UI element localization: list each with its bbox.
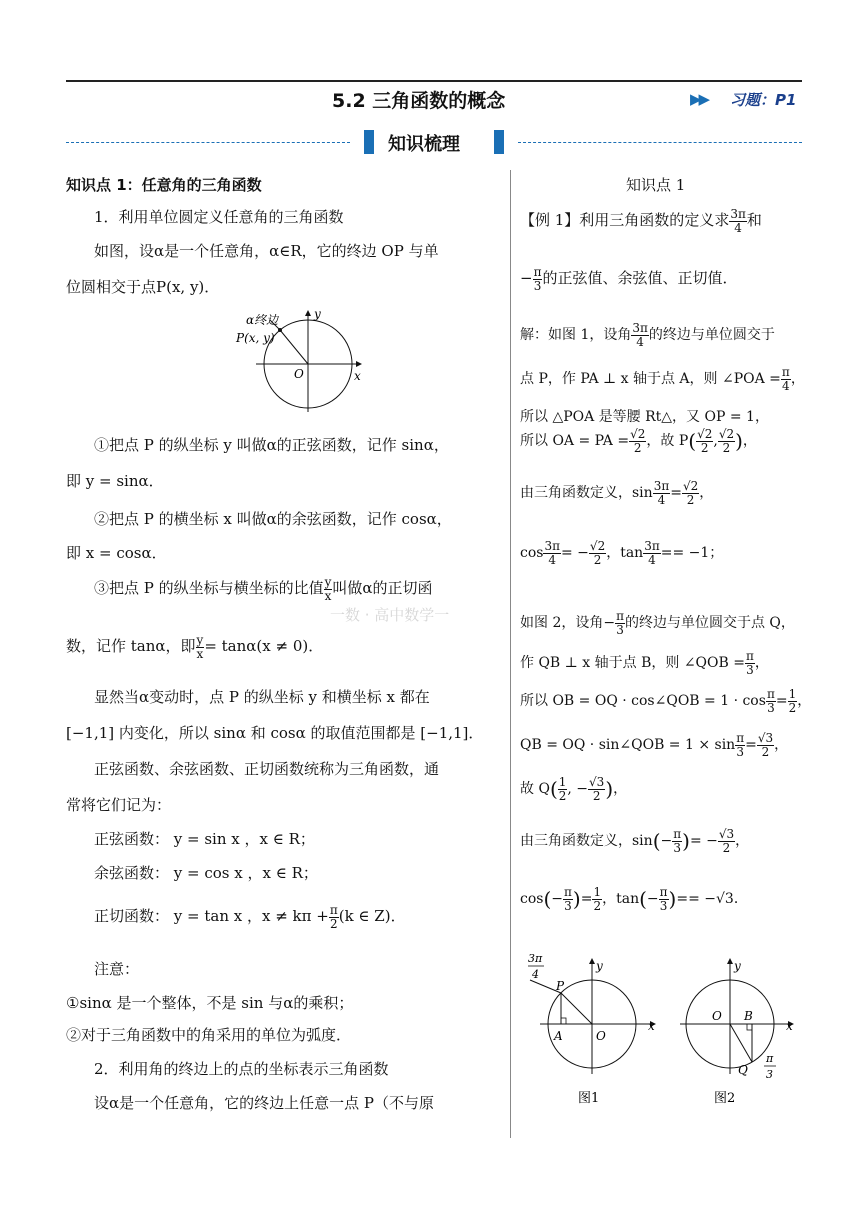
summary-para-b: 常将它们记为： bbox=[66, 796, 172, 814]
fig2-Q: Q bbox=[738, 1063, 748, 1077]
banner-dash-left bbox=[66, 142, 350, 143]
sol-line-2: 点 P，作 PA ⊥ x 轴于点 A，则 ∠POA = $\frac{\pi}{4}$ ， bbox=[520, 365, 805, 393]
fig1-angle-den: 4 bbox=[532, 968, 539, 981]
sol-frac-pi-3f: $\frac{\pi}{3}$ bbox=[673, 827, 682, 855]
fig2-y: y bbox=[734, 959, 741, 973]
banner-bar-right-icon bbox=[494, 130, 504, 154]
sol-line-12: 由三角函数定义，sin(− $\frac{\pi}{3}$ )= − $\frac{√3}{2}$ ， bbox=[520, 827, 750, 855]
ratio-fraction: $\frac{y}{x}$ bbox=[324, 575, 332, 603]
sol-line-4: 所以 OA = PA = $\frac{√2}{2}$ ，故 P( $\frac{√2}{2}$ , $\frac{√2}{2}$ )， bbox=[520, 427, 757, 455]
fig-origin-label: O bbox=[294, 367, 304, 381]
note-heading: 注意： bbox=[94, 960, 140, 978]
tangent-function-line: 正切函数： y = tan x ，x ≠ kπ + $\frac{\pi}{2}$ (k ∈ Z)． bbox=[94, 903, 406, 931]
sol-frac-sqrt3-2: $\frac{√3}{2}$ bbox=[757, 731, 774, 759]
sol-frac-pi-3d: $\frac{\pi}{3}$ bbox=[766, 687, 775, 715]
sol-frac-pi-4: $\frac{\pi}{4}$ bbox=[781, 365, 790, 393]
note-2: ②对于三角函数中的角采用的单位为弧度． bbox=[66, 1026, 352, 1044]
sine-function-line: 正弦函数： y = sin x ，x ∈ R； bbox=[94, 830, 315, 848]
fig1-caption: 图1 bbox=[578, 1091, 600, 1106]
sol-frac-sqrt3-2b: $\frac{√3}{2}$ bbox=[589, 775, 605, 803]
tangent-def-b bbox=[66, 634, 323, 660]
watermark: 一数 · 高中数学一 bbox=[330, 606, 450, 624]
sol-frac-1-2: $\frac{1}{2}$ bbox=[788, 687, 797, 715]
fig-y-label: y bbox=[314, 308, 321, 321]
fig-point-label: P(x, y) bbox=[236, 331, 275, 345]
sol-frac-sqrt2-2d: $\frac{√2}{2}$ bbox=[589, 539, 606, 567]
sol-line-11: 故 Q( $\frac{1}{2}$ , − $\frac{√3}{2}$ )， bbox=[520, 775, 628, 803]
sol-line-13: cos(− $\frac{\pi}{3}$ )= $\frac{1}{2}$ ，tan(− $\frac{\pi}{3}$ )== −√3． bbox=[520, 885, 748, 913]
sol-frac-pi-3b: $\frac{\pi}{3}$ bbox=[616, 609, 624, 637]
fig1-angle-num: 3π bbox=[528, 952, 543, 965]
figure-2 bbox=[672, 950, 812, 1108]
fig-terminal-label: α终边 bbox=[246, 313, 279, 327]
sol-line-5: 由三角函数定义，sin $\frac{3\pi}{4}$ = $\frac{√2}{2}$ ， bbox=[520, 479, 714, 507]
sine-def-b: 即 y = sinα． bbox=[66, 472, 164, 490]
sol-line-8: 作 QB ⊥ x 轴于点 B，则 ∠QOB = $\frac{\pi}{3}$ ， bbox=[520, 649, 769, 677]
sine-def-a: ①把点 P 的纵坐标 y 叫做α的正弦函数，记作 sinα， bbox=[94, 436, 449, 454]
tangent-def-a-post: 叫做α的正切函 bbox=[332, 579, 433, 598]
sol-frac-pi-3h: $\frac{\pi}{3}$ bbox=[659, 885, 668, 913]
fig1-y: y bbox=[596, 959, 603, 973]
sol-frac-1-2b: $\frac{1}{2}$ bbox=[558, 775, 567, 803]
fig2-O: O bbox=[712, 1009, 722, 1023]
example-line-1: 【例 1】利用三角函数的定义求 $\frac{3\pi}{4}$ 和 bbox=[520, 207, 762, 235]
sol-frac-3pi-4c: $\frac{3\pi}{4}$ bbox=[544, 539, 560, 567]
para-1a: 如图，设α是一个任意角，α∈R，它的终边 OP 与单 bbox=[94, 242, 439, 260]
fig1-x: x bbox=[648, 1019, 655, 1033]
sol-line-1: 解：如图 1，设角 $\frac{3\pi}{4}$ 的终边与单位圆交于 bbox=[520, 321, 775, 349]
fig-x-label: x bbox=[354, 369, 361, 383]
sol-line-3: 所以 △POA 是等腰 Rt△，又 OP = 1， bbox=[520, 409, 769, 425]
sol-frac-3pi-4b: $\frac{3\pi}{4}$ bbox=[653, 479, 670, 507]
sol-frac-sqrt3-2c: $\frac{√3}{2}$ bbox=[718, 827, 735, 855]
frac-pi-3: $\frac{\pi}{3}$ bbox=[533, 265, 542, 293]
fig1-A: A bbox=[554, 1029, 563, 1043]
sol-line-7: 如图 2，设角− $\frac{\pi}{3}$ 的终边与单位圆交于点 Q， bbox=[520, 609, 795, 637]
fig2-caption: 图2 bbox=[714, 1091, 736, 1106]
tangent-def-a bbox=[94, 576, 433, 602]
banner-title: 知识梳理 bbox=[388, 134, 460, 155]
item2-title: 2．利用角的终边上的点的坐标表示三角函数 bbox=[94, 1060, 389, 1078]
cosine-function-line: 余弦函数： y = cos x ，x ∈ R； bbox=[94, 864, 318, 882]
tangent-def-a-pre: ③把点 P 的纵坐标与横坐标的比值 bbox=[94, 579, 324, 598]
para-1b: 位圆相交于点P(x, y)． bbox=[66, 278, 220, 296]
sol-frac-neg-sqrt2-2: $\frac{√2}{2}$ bbox=[697, 427, 713, 455]
header-rule bbox=[66, 80, 802, 82]
summary-para-a: 正弦函数、余弦函数、正切函数统称为三角函数，通 bbox=[94, 760, 440, 778]
sol-frac-sqrt2-2: $\frac{√2}{2}$ bbox=[630, 427, 646, 455]
item1-title: 1．利用单位圆定义任意角的三角函数 bbox=[94, 208, 344, 226]
range-para-a: 显然当α变动时，点 P 的纵坐标 y 和横坐标 x 都在 bbox=[94, 688, 430, 706]
banner-dash-right bbox=[518, 142, 802, 143]
exercise-ref: 习题：P1 bbox=[730, 91, 797, 109]
arrow-icon: ▶▶ bbox=[690, 90, 708, 108]
sol-frac-pi-3e: $\frac{\pi}{3}$ bbox=[736, 731, 745, 759]
unit-circle-figure bbox=[228, 308, 368, 420]
section-title: 5.2 三角函数的概念 bbox=[332, 90, 506, 112]
example-line-2: − $\frac{\pi}{3}$ 的正弦值、余弦值、正切值． bbox=[520, 265, 738, 293]
para-4: 设α是一个任意角，它的终边上任意一点 P（不与原 bbox=[94, 1094, 434, 1112]
pi-over-2-fraction: $\frac{\pi}{2}$ bbox=[329, 903, 338, 931]
tangent-def-b-pre: 数，记作 tanα，即 bbox=[66, 637, 196, 656]
kp1-title: 知识点 1：任意角的三角函数 bbox=[66, 176, 262, 194]
sol-frac-sqrt2-2c: $\frac{√2}{2}$ bbox=[682, 479, 699, 507]
banner-bar-left-icon bbox=[364, 130, 374, 154]
column-divider bbox=[510, 170, 511, 1138]
sol-frac-pi-3c: $\frac{\pi}{3}$ bbox=[745, 649, 754, 677]
figure-1 bbox=[516, 950, 666, 1108]
sol-line-6: cos $\frac{3\pi}{4}$ = − $\frac{√2}{2}$ ，tan $\frac{3\pi}{4}$ == −1； bbox=[520, 539, 724, 567]
sol-frac-sqrt2-2b: $\frac{√2}{2}$ bbox=[718, 427, 735, 455]
tangent-def-b-post: = tanα(x ≠ 0)． bbox=[204, 637, 324, 656]
cosine-def-b: 即 x = cosα． bbox=[66, 544, 167, 562]
kp-label: 知识点 1 bbox=[626, 176, 686, 194]
fig1-O: O bbox=[596, 1029, 606, 1043]
fig2-angle-num: π bbox=[766, 1052, 774, 1065]
sol-line-9: 所以 OB = OQ · cos∠QOB = 1 · cos $\frac{\pi}{3}$ = $\frac{1}{2}$ ， bbox=[520, 687, 812, 715]
fig2-B: B bbox=[744, 1009, 753, 1023]
sol-frac-pi-3g: $\frac{\pi}{3}$ bbox=[564, 885, 572, 913]
sol-frac-3pi-4: $\frac{3\pi}{4}$ bbox=[632, 321, 648, 349]
cosine-def-a: ②把点 P 的横坐标 x 叫做α的余弦函数，记作 cosα， bbox=[94, 510, 452, 528]
range-para-b: [−1,1] 内变化，所以 sinα 和 cosα 的取值范围都是 [−1,1]． bbox=[66, 724, 484, 742]
sol-line-10: QB = OQ · sin∠QOB = 1 × sin $\frac{\pi}{3}$ = $\frac{√3}{2}$ ， bbox=[520, 731, 789, 759]
note-1: ①sinα 是一个整体，不是 sin 与α的乘积； bbox=[66, 994, 354, 1012]
tangent-fraction: $\frac{y}{x}$ bbox=[196, 633, 204, 661]
fig2-angle-den: 3 bbox=[766, 1068, 773, 1081]
fig2-x: x bbox=[786, 1019, 793, 1033]
sol-frac-1-2c: $\frac{1}{2}$ bbox=[593, 885, 602, 913]
sol-frac-3pi-4d: $\frac{3\pi}{4}$ bbox=[644, 539, 660, 567]
fig1-P: P bbox=[556, 979, 565, 993]
frac-3pi-4: $\frac{3\pi}{4}$ bbox=[730, 207, 746, 235]
